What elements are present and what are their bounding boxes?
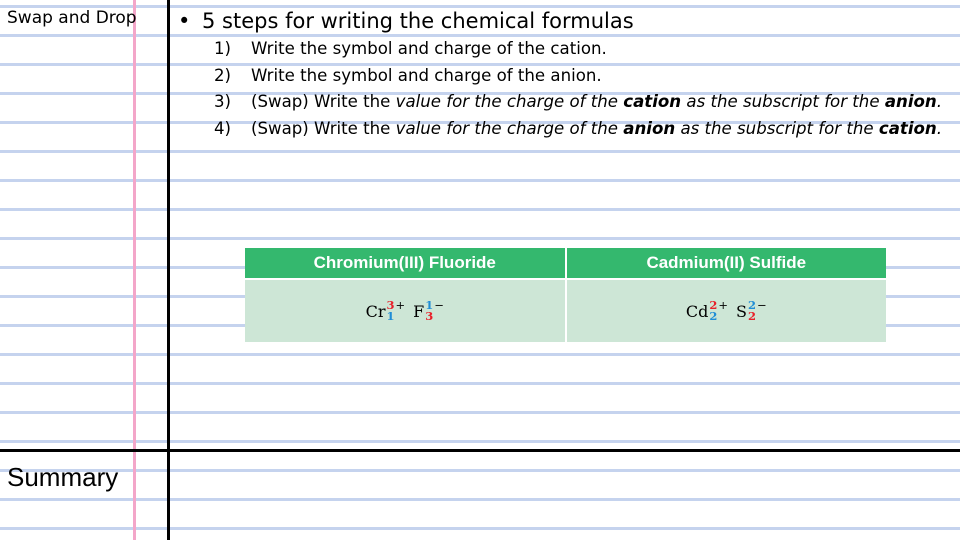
- step-text-pre: (Swap) Write the: [251, 118, 396, 138]
- step-text-bold2: anion: [884, 92, 937, 111]
- cation-charge-sign: +: [718, 298, 728, 312]
- anion-ion: [736, 300, 767, 322]
- anion-charge-value: 1: [425, 298, 434, 312]
- anion-charge-value: 2: [747, 298, 756, 312]
- steps-list: [214, 38, 949, 144]
- notes-heading: 5 steps for writing the chemical formulas: [202, 9, 634, 33]
- step-text-italic: value for the charge of the: [395, 92, 624, 111]
- cation-charge-value: 2: [709, 298, 718, 312]
- formula-table: [245, 248, 886, 342]
- step-text-bold2: cation: [878, 118, 937, 138]
- summary-label: Summary: [7, 462, 119, 492]
- step-text: Write the symbol and charge of the anion.: [251, 65, 602, 85]
- cation-ion: [366, 300, 406, 322]
- step-text-pre: (Swap) Write the: [251, 92, 396, 111]
- cation-charge-sign: +: [395, 298, 406, 312]
- cation-symbol: Cr: [365, 301, 386, 321]
- table-cell: [566, 279, 887, 342]
- cation-subscript: 1: [386, 309, 395, 323]
- step-text-bold: anion: [623, 118, 676, 138]
- table-header-cell: Cadmium(II) Sulfide: [566, 248, 887, 279]
- step-text-italic: value for the charge of the: [395, 118, 624, 138]
- table-header-cell: Chromium(III) Fluoride: [245, 248, 566, 279]
- cornell-divider-horizontal: [0, 449, 960, 452]
- step-number: 4): [214, 118, 232, 138]
- list-item: [214, 38, 949, 60]
- anion-ion: [413, 300, 444, 322]
- step-text-bold: cation: [623, 92, 682, 111]
- table-header-row: [245, 248, 886, 279]
- step-text-end: .: [936, 92, 943, 111]
- anion-symbol: F: [413, 301, 425, 321]
- step-text-mid: as the subscript for the: [675, 118, 879, 138]
- step-number: 1): [214, 39, 232, 58]
- cation-charge-value: 3: [386, 298, 395, 312]
- step-text-end: .: [936, 118, 943, 138]
- list-item: [214, 91, 949, 113]
- cornell-divider-vertical: [167, 0, 170, 540]
- step-text-mid: as the subscript for the: [681, 92, 885, 111]
- list-item: [214, 118, 949, 140]
- cation-symbol: Cd: [685, 301, 709, 321]
- anion-charge-sign: −: [434, 298, 444, 312]
- anion-symbol: S: [736, 301, 747, 321]
- cation-ion: [686, 300, 728, 322]
- step-number: 2): [214, 65, 232, 85]
- cation-subscript: 2: [709, 309, 718, 323]
- step-text: Write the symbol and charge of the cation.: [251, 39, 607, 58]
- cue-column-title: Swap and Drop: [7, 8, 137, 28]
- step-number: 3): [214, 92, 232, 111]
- list-item: [214, 65, 949, 87]
- table-row: [245, 279, 886, 342]
- bullet-icon: •: [178, 9, 191, 33]
- anion-subscript: 2: [747, 309, 756, 323]
- anion-subscript: 3: [425, 309, 434, 323]
- notebook-margin-line: [133, 0, 136, 540]
- table-cell: [245, 279, 566, 342]
- anion-charge-sign: −: [756, 298, 767, 312]
- bullet-heading: [178, 7, 634, 35]
